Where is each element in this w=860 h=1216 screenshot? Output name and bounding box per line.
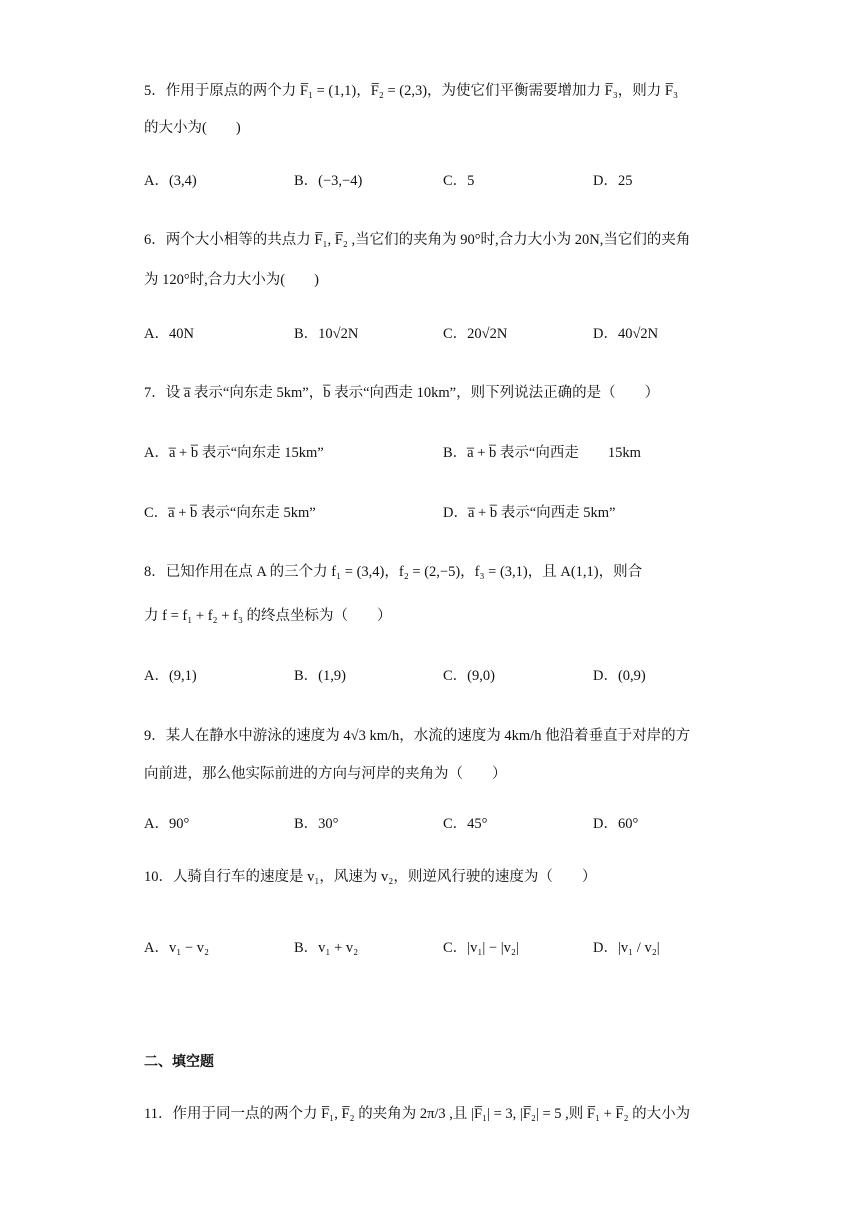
section-title: 二、填空题 xyxy=(144,1054,214,1070)
q11-line-1: 11．作用于同一点的两个力 F̅₁, F̅₂ 的夹角为 2π/3 ,且 |F̅₁| = 3, |F̅₂| = 5 ,则 F̅₁ + F̅₂ 的大小为 xyxy=(144,1106,691,1122)
q6-option-a: A．40N xyxy=(144,326,194,342)
q9-option-a: A．90° xyxy=(144,816,190,832)
q8-option-b: B．(1,9) xyxy=(294,668,346,684)
q5-line-1: 5．作用于原点的两个力 F̅₁ = (1,1)，F̅₂ = (2,3)，为使它们平衡需要增加力 F̅₃，则力 F̅₃ xyxy=(144,83,679,99)
q5-option-c: C．5 xyxy=(443,173,475,189)
q9-option-d: D．60° xyxy=(593,816,639,832)
q10-line-1: 10．人骑自行车的速度是 v₁，风速为 v₂，则逆风行驶的速度为（ ） xyxy=(144,869,597,885)
q7-line-1: 7．设 a̅ 表示“向东走 5km”，b̅ 表示“向西走 10km”，则下列说法正确的是（ ） xyxy=(144,385,660,401)
q8-line-2: 力 f = f₁ + f₂ + f₃ 的终点坐标为（ ） xyxy=(144,608,392,624)
q6-option-c: C．20√2N xyxy=(443,326,508,342)
q8-line-1: 8．已知作用在点 A 的三个力 f₁ = (3,4)，f₂ = (2,−5)，f₃ = (3,1)，且 A(1,1)，则合 xyxy=(144,564,643,580)
q10-option-d: D．|v₁ / v₂| xyxy=(593,940,660,956)
q5-line-2: 的大小为( ) xyxy=(144,120,241,136)
q9-line-2: 向前进，那么他实际前进的方向与河岸的夹角为（ ） xyxy=(144,766,507,782)
q7-option-a: A．a̅ + b̅ 表示“向东走 15km” xyxy=(144,445,324,461)
q5-option-a: A．(3,4) xyxy=(144,173,197,189)
q8-option-a: A．(9,1) xyxy=(144,668,197,684)
q6-option-d: D．40√2N xyxy=(593,326,659,342)
q10-option-c: C．|v₁| − |v₂| xyxy=(443,940,519,956)
q7-option-d: D．a̅ + b̅ 表示“向西走 5km” xyxy=(443,505,616,521)
q9-option-c: C．45° xyxy=(443,816,488,832)
q8-option-d: D．(0,9) xyxy=(593,668,646,684)
q7-option-c: C．a̅ + b̅ 表示“向东走 5km” xyxy=(144,505,316,521)
q10-option-a: A．v₁ − v₂ xyxy=(144,940,210,956)
q8-option-c: C．(9,0) xyxy=(443,668,495,684)
q5-option-d: D．25 xyxy=(593,173,633,189)
q6-option-b: B．10√2N xyxy=(294,326,359,342)
q9-line-1: 9．某人在静水中游泳的速度为 4√3 km/h，水流的速度为 4km/h 他沿着垂直于对岸的方 xyxy=(144,728,691,744)
q10-option-b: B．v₁ + v₂ xyxy=(294,940,359,956)
q9-option-b: B．30° xyxy=(294,816,339,832)
q6-line-1: 6．两个大小相等的共点力 F̅₁, F̅₂ ,当它们的夹角为 90°时,合力大小为 20N,当它们的夹角 xyxy=(144,232,691,248)
q5-option-b: B．(−3,−4) xyxy=(294,173,363,189)
q6-line-2: 为 120°时,合力大小为( ) xyxy=(144,272,319,288)
q7-option-b: B．a̅ + b̅ 表示“向西走 15km xyxy=(443,445,641,461)
